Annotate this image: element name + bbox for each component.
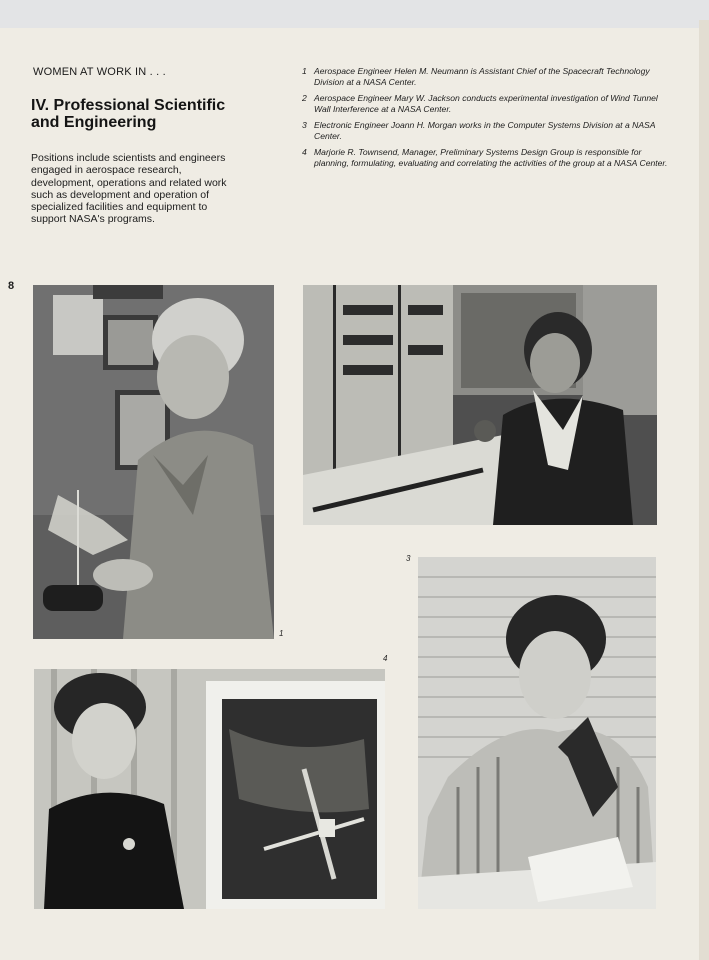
photo-2-engineer-at-console	[303, 285, 657, 525]
caption-item	[302, 120, 672, 142]
photo-label-1: 1	[279, 629, 284, 638]
section-kicker: WOMEN AT WORK IN . . .	[33, 66, 166, 78]
photo-3-engineer-at-desk	[418, 557, 656, 909]
photo-label-4: 4	[383, 654, 388, 663]
photo-label-3: 3	[406, 554, 411, 563]
section-title: IV. Professional Scientific and Engineering	[31, 97, 226, 131]
page-number: 8	[8, 280, 15, 292]
scan-background-strip	[0, 0, 709, 28]
caption-item	[302, 147, 672, 169]
caption-text: Aerospace Engineer Helen M. Neumann is Assistant Chief of the Spacecraft Technology Division at a NASA Center.	[314, 66, 650, 87]
caption-text: Marjorie R. Townsend, Manager, Preliminary Systems Design Group is responsible for planning, formulating, evaluating and correlating the activities of the group at a NASA Center.	[314, 147, 668, 168]
caption-number: 1	[302, 66, 307, 76]
photo-1-engineer-with-model	[33, 285, 274, 639]
caption-item	[302, 66, 672, 88]
caption-number: 3	[302, 120, 307, 130]
photo-4-manager-with-artwork	[34, 669, 385, 909]
caption-text: Aerospace Engineer Mary W. Jackson conducts experimental investigation of Wind Tunnel Wall Interference at a NASA Center.	[314, 93, 658, 114]
caption-number: 2	[302, 93, 307, 103]
caption-number: 4	[302, 147, 307, 157]
caption-item	[302, 93, 672, 115]
caption-text: Electronic Engineer Joann H. Morgan works in the Computer Systems Division at a NASA Center.	[314, 120, 656, 141]
section-intro: Positions include scientists and engineers engaged in aerospace research, development, operations and related work such as development and operation of specialized facilities and equipment to support NASA's programs.	[31, 152, 227, 226]
caption-list	[302, 66, 672, 174]
page-edge	[699, 20, 709, 960]
